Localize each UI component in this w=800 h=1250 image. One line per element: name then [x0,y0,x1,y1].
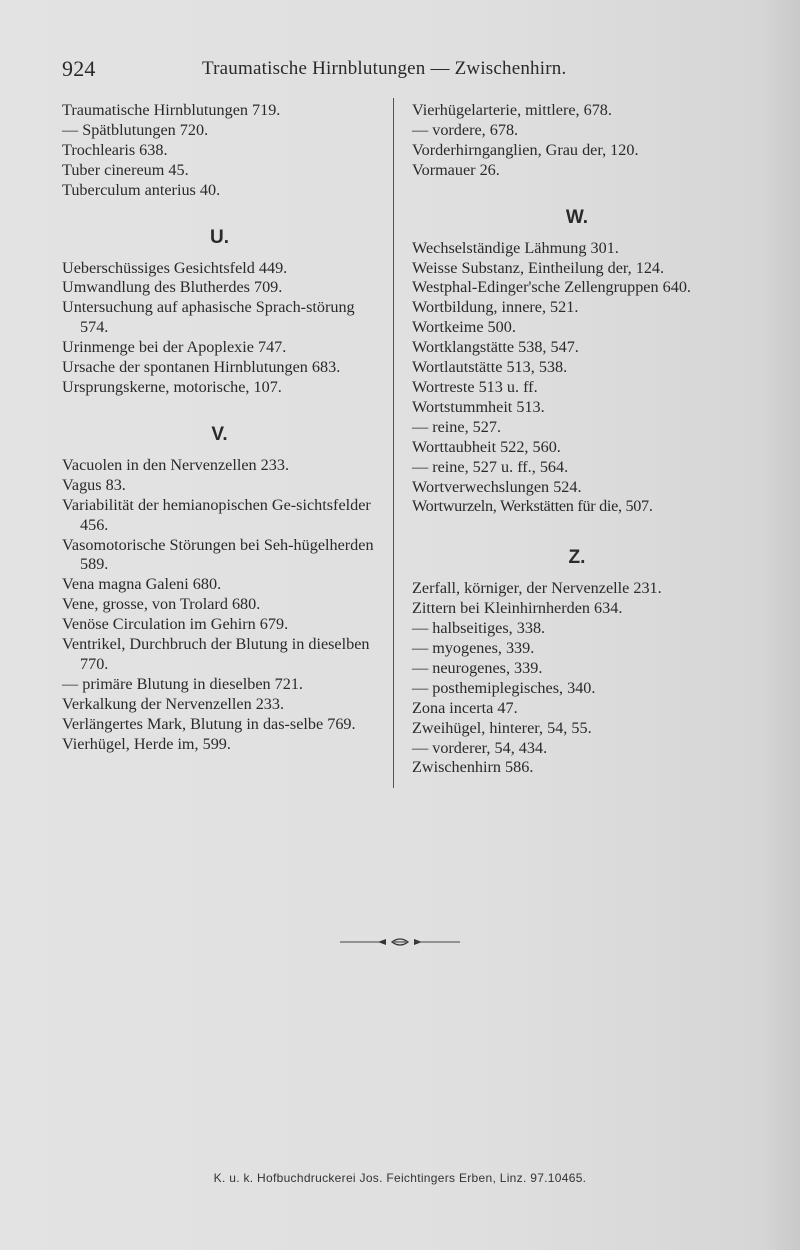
index-entry: Untersuchung auf aphasische Sprach-störung 574. [62,298,355,337]
index-entry: Tuber cinereum 45. [62,160,189,179]
index-group-u [62,259,377,398]
section-letter-u: U. [210,226,229,248]
index-entry: — halbseitiges, 338. [412,619,546,638]
index-entry: Wortverwechslungen 524. [412,477,582,496]
index-entry: Urinmenge bei der Apoplexie 747. [62,338,287,357]
index-entry: — vorderer, 54, 434. [412,738,548,757]
index-entry: Ursprungskerne, motorische, 107. [62,377,282,396]
index-entry: Wortstummheit 513. [412,397,545,416]
index-entry: Westphal-Edinger'sche Zellengruppen 640. [412,278,691,297]
index-group-z [412,579,742,778]
index-entry: Trochlearis 638. [62,140,168,159]
index-entry: Venöse Circulation im Gehirn 679. [62,615,289,634]
index-entry: Variabilität der hemianopischen Ge-sichtsfelder 456. [62,495,371,534]
section-letter-v: V. [211,423,228,445]
index-entry: Vorderhirnganglien, Grau der, 120. [412,140,639,159]
index-entry: Traumatische Hirnblutungen 719. [62,101,281,119]
index-group-v [62,456,377,755]
index-entry: — primäre Blutung in dieselben 721. [62,674,303,693]
index-entry: — myogenes, 339. [412,639,535,658]
index-entry: Ursache der spontanen Hirnblutungen 683. [62,358,341,377]
page-number: 924 [62,56,96,81]
index-entry: Wortreste 513 u. ff. [412,377,538,396]
section-letter-z: Z. [568,547,586,569]
running-title: Traumatische Hirnblutungen — Zwischenhirn. [202,58,567,79]
index-entry: — reine, 527. [412,417,502,436]
index-entry: Wortbildung, innere, 521. [412,298,579,317]
index-entry: Wortkeime 500. [412,318,516,337]
section-letter-w: W. [565,206,589,228]
index-entry: — vordere, 678. [412,120,519,139]
left-index-column [62,101,377,754]
right-index-column [412,101,742,778]
index-entry: — reine, 527 u. ff., 564. [412,457,569,476]
index-entry: Vena magna Galeni 680. [62,575,222,594]
index-entry: Vagus 83. [62,475,126,494]
index-entry: Worttaubheit 522, 560. [412,437,561,456]
printer-imprint: K. u. k. Hofbuchdruckerei Jos. Feichtingers Erben, Linz. 97.10465. [213,1171,587,1185]
index-entry: — neurogenes, 339. [412,658,543,677]
index-entry: — posthemiplegisches, 340. [412,678,596,697]
index-entry: Vormauer 26. [412,160,500,179]
page-header [62,56,742,86]
index-group-v-continued [412,101,742,181]
index-entry: Weisse Substanz, Eintheilung der, 124. [412,258,665,277]
index-entry: Vierhügelarterie, mittlere, 678. [412,101,612,119]
index-entry: Wortklangstätte 538, 547. [412,338,579,357]
index-group-w [412,239,742,518]
index-entry: Wortwurzeln, Werkstätten für die, 507. [412,497,653,516]
index-entry: Vacuolen in den Nervenzellen 233. [62,455,289,474]
index-entry: Ventrikel, Durchbruch der Blutung in dieselben 770. [62,635,370,673]
index-entry: Zittern bei Kleinhirnherden 634. [412,599,623,618]
index-entry: Vierhügel, Herde im, 599. [62,734,231,753]
end-ornament-icon [340,935,460,949]
index-entry: Vene, grosse, von Trolard 680. [62,595,261,614]
index-entry: Umwandlung des Blutherdes 709. [62,278,283,297]
index-entry: Verkalkung der Nervenzellen 233. [62,694,285,713]
index-entry: Tuberculum anterius 40. [62,180,221,199]
index-entry: — Spätblutungen 720. [62,120,209,139]
index-group-t [62,101,377,201]
index-entry: Ueberschüssiges Gesichtsfeld 449. [62,258,288,277]
index-entry: Verlängertes Mark, Blutung in das-selbe 769. [62,714,356,733]
index-entry: Vasomotorische Störungen bei Seh-hügelherden 589. [62,535,374,574]
column-divider [393,98,394,788]
index-entry: Wortlautstätte 513, 538. [412,358,568,377]
index-entry: Wechselständige Lähmung 301. [412,238,619,257]
index-entry: Zerfall, körniger, der Nervenzelle 231. [412,579,662,598]
index-entry: Zwischenhirn 586. [412,758,534,777]
index-entry: Zweihügel, hinterer, 54, 55. [412,718,592,737]
index-entry: Zona incerta 47. [412,698,518,717]
